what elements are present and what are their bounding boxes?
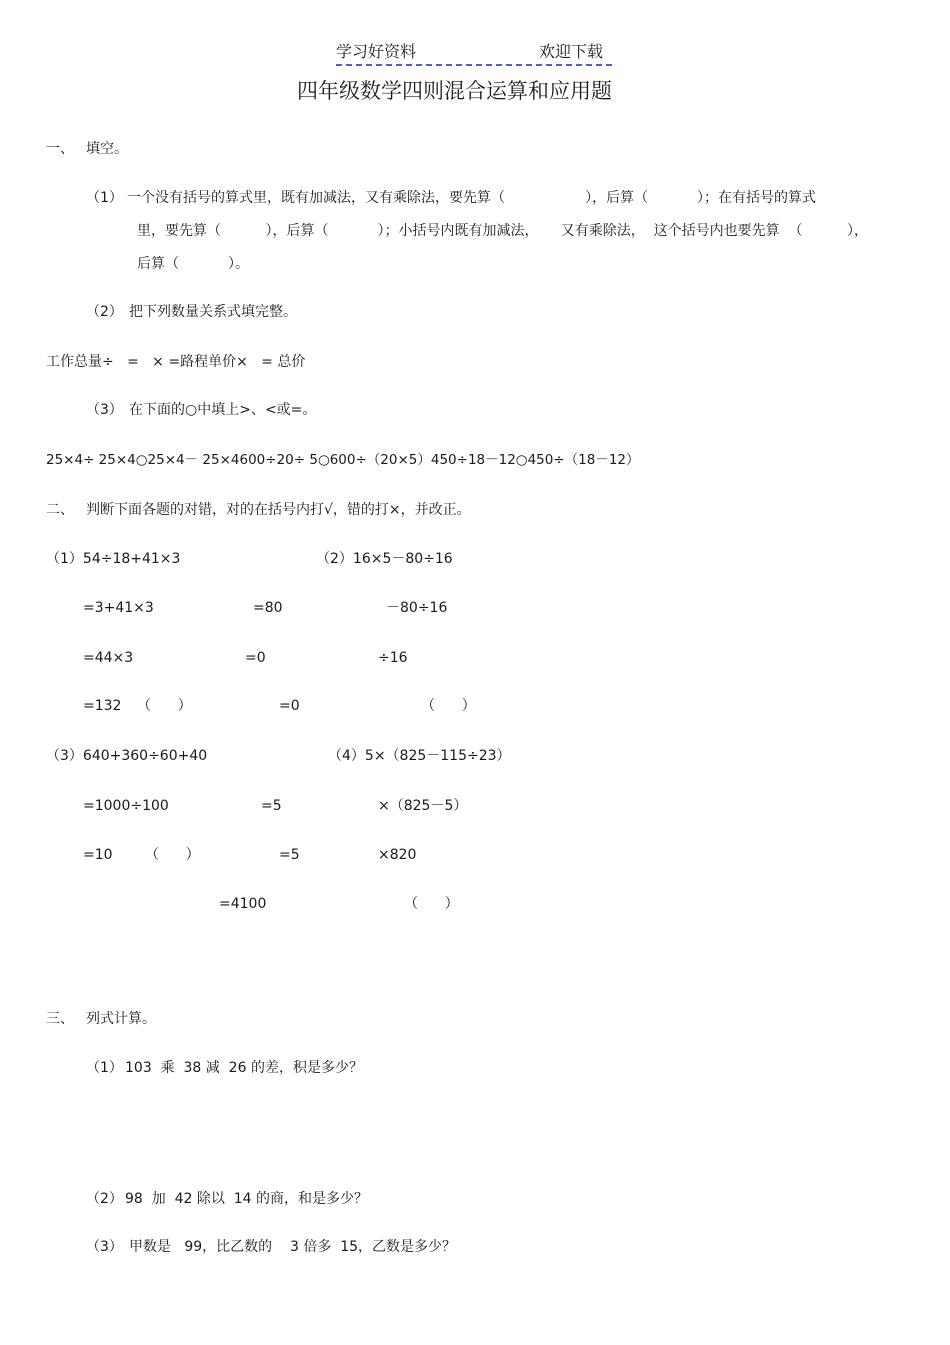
section-3-label: 三、	[46, 1011, 74, 1027]
s2-p1-answer-paren[interactable]: （ ）	[137, 698, 192, 714]
s3-q1-text: 103 乘 38 减 26 的差，积是多少？	[125, 1060, 363, 1076]
s2-p4-step2: ×820	[378, 847, 417, 863]
page-title: 四年级数学四则混合运算和应用题	[297, 79, 612, 103]
s3-q2-number: （2）	[86, 1191, 123, 1207]
s1-q3-number: （3）	[86, 402, 123, 418]
s2-p1-mid2: =0	[245, 650, 266, 666]
s1-q3-expressions: 25×4÷ 25×4○25×4－ 25×4600÷20÷ 5○600÷（20×5）450÷18－12○450÷（18－12）	[46, 452, 640, 468]
s1-q3-text: 在下面的○中填上>、<或=。	[129, 402, 317, 418]
s1-q1-line3: 后算（ ）。	[137, 256, 249, 272]
s2-p3-mid2: =5	[279, 847, 300, 863]
s2-p4-step1: ×（825－5）	[378, 798, 468, 814]
s2-p2-step2: ÷16	[378, 650, 408, 666]
s3-q2-text: 98 加 42 除以 14 的商，和是多少？	[125, 1191, 369, 1207]
s2-p3-mid1: =5	[261, 798, 282, 814]
s1-q2-number: （2）	[86, 304, 123, 320]
header-dashed-underline	[336, 64, 612, 66]
s1-q1-line2: 里，要先算（ ），后算（ ）；小括号内既有加减法， 又有乘除法， 这个括号内也要先算 （ ），	[137, 223, 869, 239]
s2-p2-step1: －80÷16	[386, 600, 448, 616]
s2-p4-answer-paren[interactable]: （ ）	[404, 896, 459, 912]
s2-p1-mid1: =80	[253, 600, 283, 616]
section-3-title: 列式计算。	[86, 1011, 156, 1027]
s1-q2-text: 把下列数量关系式填完整。	[129, 304, 297, 320]
s2-p3-mid3: =4100	[219, 896, 267, 912]
s3-q1-number: （1）	[86, 1060, 123, 1076]
s2-p3-answer-paren[interactable]: （ ）	[145, 847, 200, 863]
section-1-label: 一、	[46, 141, 74, 157]
s3-q3-number: （3）	[86, 1239, 123, 1255]
section-2-title: 判断下面各题的对错，对的在括号内打√，错的打×，并改正。	[86, 502, 471, 518]
s2-p3-step1: =1000÷100	[83, 798, 169, 814]
s1-q1-number: （1）	[86, 190, 123, 206]
s2-p3-step2: =10	[83, 847, 113, 863]
s2-p3-head: （3）640+360÷60+40	[46, 748, 208, 764]
s1-q1-line1: 一个没有括号的算式里，既有加减法，又有乘除法，要先算（ ），后算（ ）；在有括号的算式	[127, 190, 817, 206]
section-1-title: 填空。	[86, 141, 128, 157]
s2-p1-step3: =132	[83, 698, 122, 714]
s2-p1-mid3: =0	[279, 698, 300, 714]
s1-q2-formula: 工作总量÷ = × =路程单价× = 总价	[46, 354, 306, 370]
header-right-text: 欢迎下载	[539, 42, 604, 61]
s2-p2-head: （2）16×5－80÷16	[316, 551, 453, 567]
header-left-text: 学习好资料	[336, 42, 417, 61]
s2-p1-step1: =3+41×3	[83, 600, 154, 616]
s2-p1-head: （1）54÷18+41×3	[46, 551, 181, 567]
s2-p4-head: （4）5×（825－115÷23）	[328, 748, 511, 764]
s2-p1-step2: =44×3	[83, 650, 134, 666]
section-2-label: 二、	[46, 502, 74, 518]
s2-p2-answer-paren[interactable]: （ ）	[421, 698, 476, 714]
s3-q3-text: 甲数是 99，比乙数的 3 倍多 15，乙数是多少？	[129, 1239, 457, 1255]
